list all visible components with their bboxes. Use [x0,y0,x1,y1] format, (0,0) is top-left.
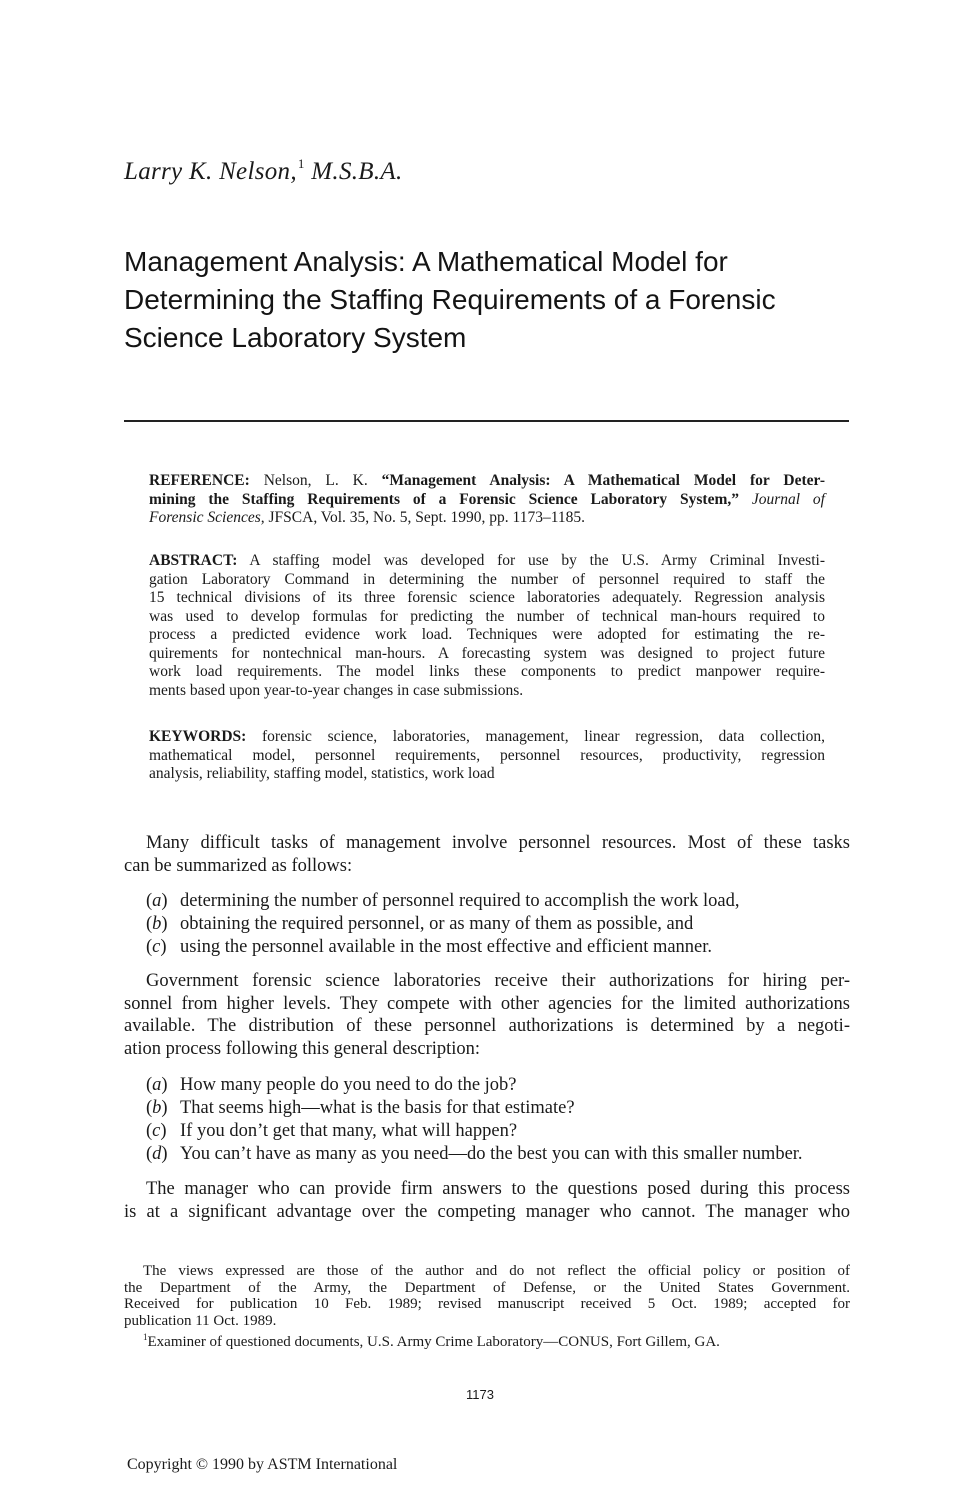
footnote-line: the Department of the Army, the Department of Defense, or the United States Government. [124,1279,850,1296]
keywords-block [149,728,825,784]
abstract-line: work load requirements. The model links these components to predict manpower require- [149,663,825,680]
keywords-label: KEYWORDS: [149,728,247,745]
list-marker: b [152,1098,162,1118]
keywords-line: analysis, reliability, staffing model, statistics, work load [149,765,495,782]
paragraph-line: is at a significant advantage over the competing manager who cannot. The manager who [124,1201,850,1222]
keywords-line [149,728,825,747]
list-item-text: You can’t have as many as you need—do the best you can with this smaller number. [180,1144,803,1164]
abstract-line: process a predicted evidence work load. Techniques were adopted for estimating the re- [149,626,825,643]
list-item-text: If you don’t get that many, what will happen? [180,1121,518,1141]
list-marker: a [152,891,162,911]
footnote-mark: 1 [143,1332,148,1342]
reference-journal-part: Forensic Sciences, [149,509,265,526]
paragraph-line: can be summarized as follows: [124,855,353,876]
title-line: Science Laboratory System [124,322,467,353]
list-item-text: obtaining the required personnel, or as many of them as possible, and [180,914,694,934]
paragraph-line: ation process following this general description: [124,1038,481,1059]
list-marker: c [152,937,161,957]
list-item: (a) How many people do you need to do the job? [146,1075,517,1095]
author-degree: M.S.B.A. [311,158,403,185]
paragraph-line: Government forensic science laboratories receive their authorizations for hiring per- [146,971,850,991]
reference-line [149,509,825,528]
list-item: (b) That seems high—what is the basis for that estimate? [146,1098,575,1118]
paragraph-line: available. The distribution of these personnel authorizations is determined by a negoti- [124,1016,850,1036]
abstract-line: 15 technical divisions of its three forensic science laboratories adequately. Regression analysis [149,589,825,606]
footnote-line: Received for publication 10 Feb. 1989; revised manuscript received 5 Oct. 1989; accepted for [124,1296,850,1312]
reference-line [149,472,825,491]
reference-title-part: “Management Analysis: A Mathematical Model for Deter- [381,472,826,489]
list-item: (b) obtaining the required personnel, or as many of them as possible, and [146,914,694,934]
author-footnote-mark: 1 [297,156,305,171]
keywords-line: mathematical model, personnel requirements, personnel resources, productivity, regression [149,746,825,764]
list-item-text: That seems high—what is the basis for that estimate? [180,1098,575,1118]
list-marker: b [152,914,162,934]
footnotes [124,1263,850,1351]
keywords-text: forensic science, laboratories, management, linear regression, data collection, [262,728,825,745]
abstract-line [149,552,825,571]
list-marker: c [152,1121,161,1141]
author-footnote [124,1329,850,1351]
reference-citation: JFSCA, Vol. 35, No. 5, Sept. 1990, pp. 1173–1185. [268,509,586,526]
body-paragraph [124,970,850,1060]
list-item: (c) If you don’t get that many, what will happen? [146,1121,518,1141]
list-marker: a [152,1075,162,1095]
page-number: 1173 [466,1387,494,1402]
abstract-block [149,552,825,700]
body-paragraph [124,832,850,877]
footnote-line: The views expressed are those of the author and do not reflect the official policy or position of [143,1263,850,1279]
reference-block [149,472,825,528]
body-paragraph [124,1178,850,1223]
list-item: (a) determining the number of personnel required to accomplish the work load, [146,891,740,911]
list-item-text: using the personnel available in the most effective and efficient manner. [180,937,713,957]
reference-authors: Nelson, L. K. [263,472,368,489]
paragraph-line: The manager who can provide firm answers to the questions posed during this process [146,1179,850,1199]
abstract-label: ABSTRACT: [149,552,238,569]
author-name: Larry K. Nelson, [124,158,297,185]
abstract-text: A staffing model was developed for use by the U.S. Army Criminal Investi- [249,552,825,569]
abstract-line: gation Laboratory Command in determining the number of personnel required to staff the [149,570,825,588]
title-divider [124,420,849,422]
title-line: Determining the Staffing Requirements of a Forensic [124,284,776,315]
footnote-line: publication 11 Oct. 1989. [124,1312,277,1329]
task-list [146,890,739,959]
article-title [124,243,864,357]
list-marker: d [152,1144,162,1164]
reference-label: REFERENCE: [149,472,250,489]
reference-line [149,491,825,510]
abstract-line: was used to develop formulas for predicting the number of technical man-hours required to [149,607,825,625]
paragraph-line: sonnel from higher levels. They compete with other agencies for the limited authorizations [124,993,850,1014]
list-item: (d) You can’t have as many as you need—do the best you can with this smaller number. [146,1144,803,1164]
paragraph-line: Many difficult tasks of management involve personnel resources. Most of these tasks [146,833,850,853]
list-item-text: determining the number of personnel required to accomplish the work load, [180,891,740,911]
reference-title-part: mining the Staffing Requirements of a Forensic Science Laboratory System,” [149,490,739,508]
reference-journal-part: Journal of [751,490,825,508]
list-item: (c) using the personnel available in the most effective and efficient manner. [146,937,713,957]
abstract-line: ments based upon year-to-year changes in case submissions. [149,681,524,699]
footnote-text: Examiner of questioned documents, U.S. Army Crime Laboratory—CONUS, Fort Gillem, GA. [147,1334,720,1350]
author-line [124,156,403,186]
copyright-notice: Copyright © 1990 by ASTM International [127,1456,398,1473]
title-line: Management Analysis: A Mathematical Model for [124,246,728,277]
list-item-text: How many people do you need to do the job? [180,1075,517,1095]
abstract-line: quirements for nontechnical man-hours. A forecasting system was designed to project future [149,644,825,662]
negotiation-list [146,1074,803,1166]
